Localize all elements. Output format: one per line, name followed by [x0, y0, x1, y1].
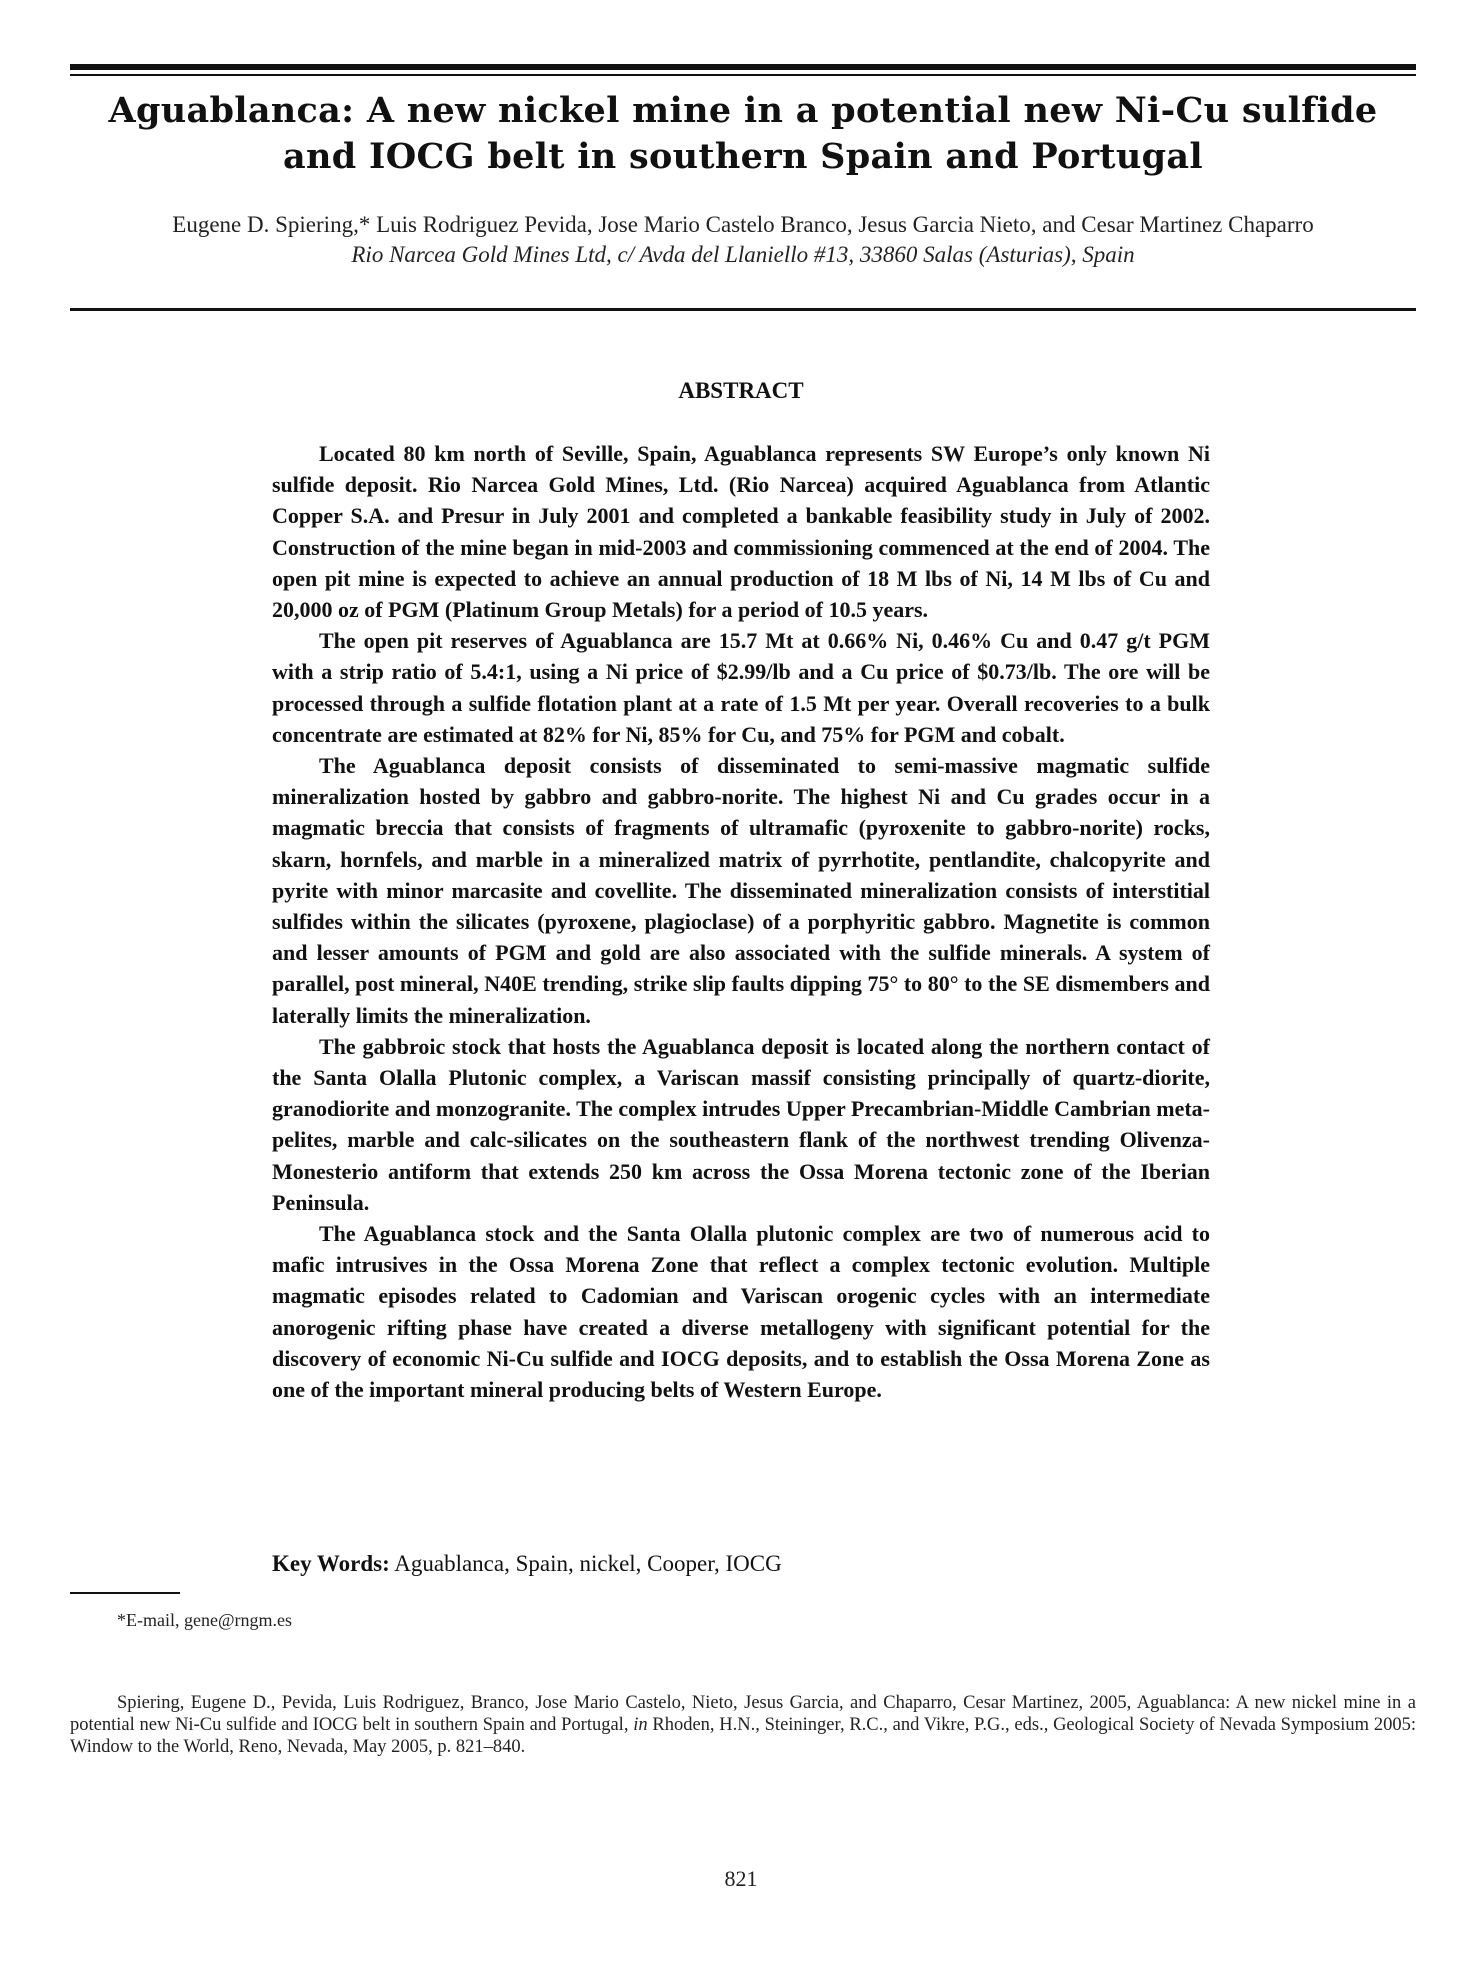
abstract-heading: ABSTRACT	[678, 378, 804, 403]
abstract-paragraph: The gabbroic stock that hosts the Aguablanca deposit is located along the northern contact of the Santa Olalla Plutonic complex, a Variscan massif consisting principally of quartz-diorite, granodiorite and monzogranite. The complex intrudes Upper Precambrian-Middle Cambrian meta-pelites, marble and calc-silicates on the southeastern flank of the northwest trending Olivenza-Monesterio antiform that extends 250 km across the Ossa Morena tectonic zone of the Iberian Peninsula.	[272, 1033, 1210, 1215]
header-bottom-rule	[70, 308, 1416, 311]
header-rule-thin	[70, 74, 1416, 76]
keywords-label: Key Words:	[272, 1551, 390, 1576]
abstract-paragraph: The Aguablanca stock and the Santa Olalla plutonic complex are two of numerous acid to mafic intrusives in the Ossa Morena Zone that reflect a complex tectonic evolution. Multiple magmatic episodes related to Cadomian and Variscan orogenic cycles with an intermediate anorogenic rifting phase have created a diverse metallogeny with significant potential for the discovery of economic Ni-Cu sulfide and IOCG deposits, and to establish the Ossa Morena Zone as one of the important mineral producing belts of Western Europe.	[272, 1221, 1210, 1403]
abstract-paragraph: Located 80 km north of Seville, Spain, Aguablanca represents SW Europe’s only known Ni sulfide deposit. Rio Narcea Gold Mines, Ltd. (Rio Narcea) acquired Aguablanca from Atlantic Copper S.A. and Presur in July 2001 and completed a bankable feasibility study in July of 2002. Construction of the mine began in mid-2003 and commissioning commenced at the end of 2004. The open pit mine is expected to achieve an annual production of 18 M lbs of Ni, 14 M lbs of Cu and 20,000 oz of PGM (Platinum Group Metals) for a period of 10.5 years.	[272, 441, 1210, 623]
page-number: 821	[724, 1866, 758, 1891]
author-list: Eugene D. Spiering,* Luis Rodriguez Pevida, Jose Mario Castelo Branco, Jesus Garcia Nieto, and Cesar Martinez Chaparro	[172, 212, 1314, 237]
paper-title	[70, 88, 1416, 180]
keywords-line	[272, 1549, 1210, 1579]
citation-text-part-2: Rhoden, H.N., Steininger, R.C., and Vikre, P.G., eds., Geological Society of Nevada Symposium 2005: Window to the World, Reno, Nevada, May 2005, p. 821–840.	[70, 1715, 1416, 1757]
abstract-paragraph: The Aguablanca deposit consists of disseminated to semi-massive magmatic sulfide mineralization hosted by gabbro and gabbro-norite. The highest Ni and Cu grades occur in a magmatic breccia that consists of fragments of ultramafic (pyroxenite to gabbro-norite) rocks, skarn, hornfels, and marble in a mineralized matrix of pyrrhotite, pentlandite, chalcopyrite and pyrite with minor marcasite and covellite. The disseminated mineralization consists of interstitial sulfides within the silicates (pyroxene, plagioclase) of a porphyritic gabbro. Magnetite is common and lesser amounts of PGM and gold are also associated with the sulfide minerals. A system of parallel, post mineral, N40E trending, strike slip faults dipping 75° to 80° to the SE dismembers and laterally limits the mineralization.	[272, 753, 1210, 1028]
author-affiliation: Rio Narcea Gold Mines Ltd, c/ Avda del Llaniello #13, 33860 Salas (Asturias), Spain	[351, 242, 1135, 267]
header-rule-thick	[70, 64, 1416, 70]
citation-text-part-1: Spiering, Eugene D., Pevida, Luis Rodriguez, Branco, Jose Mario Castelo, Nieto, Jesus Garcia, and Chaparro, Cesar Martinez, 2005, Aguablanca: A new nickel mine in a potential new Ni-Cu sulfide and IOCG belt in southern Spain and Portugal,	[70, 1693, 1416, 1735]
citation-block	[70, 1692, 1416, 1758]
paper-title-line-2: and IOCG belt in southern Spain and Portugal	[283, 136, 1203, 177]
footnote-rule	[70, 1592, 180, 1594]
abstract-paragraph: The open pit reserves of Aguablanca are 15.7 Mt at 0.66% Ni, 0.46% Cu and 0.47 g/t PGM with a strip ratio of 5.4:1, using a Ni price of $2.99/lb and a Cu price of $0.73/lb. The ore will be processed through a sulfide flotation plant at a rate of 1.5 Mt per year. Overall recoveries to a bulk concentrate are estimated at 82% for Ni, 85% for Cu, and 75% for PGM and cobalt.	[272, 628, 1210, 747]
paper-title-line-1: Aguablanca: A new nickel mine in a potential new Ni-Cu sulfide	[108, 90, 1378, 131]
footnote-email: *E-mail, gene@rngm.es	[117, 1610, 293, 1630]
keywords-text: Aguablanca, Spain, nickel, Cooper, IOCG	[389, 1551, 782, 1576]
citation-italic-in: in	[633, 1715, 648, 1735]
abstract-body	[272, 438, 1210, 1405]
